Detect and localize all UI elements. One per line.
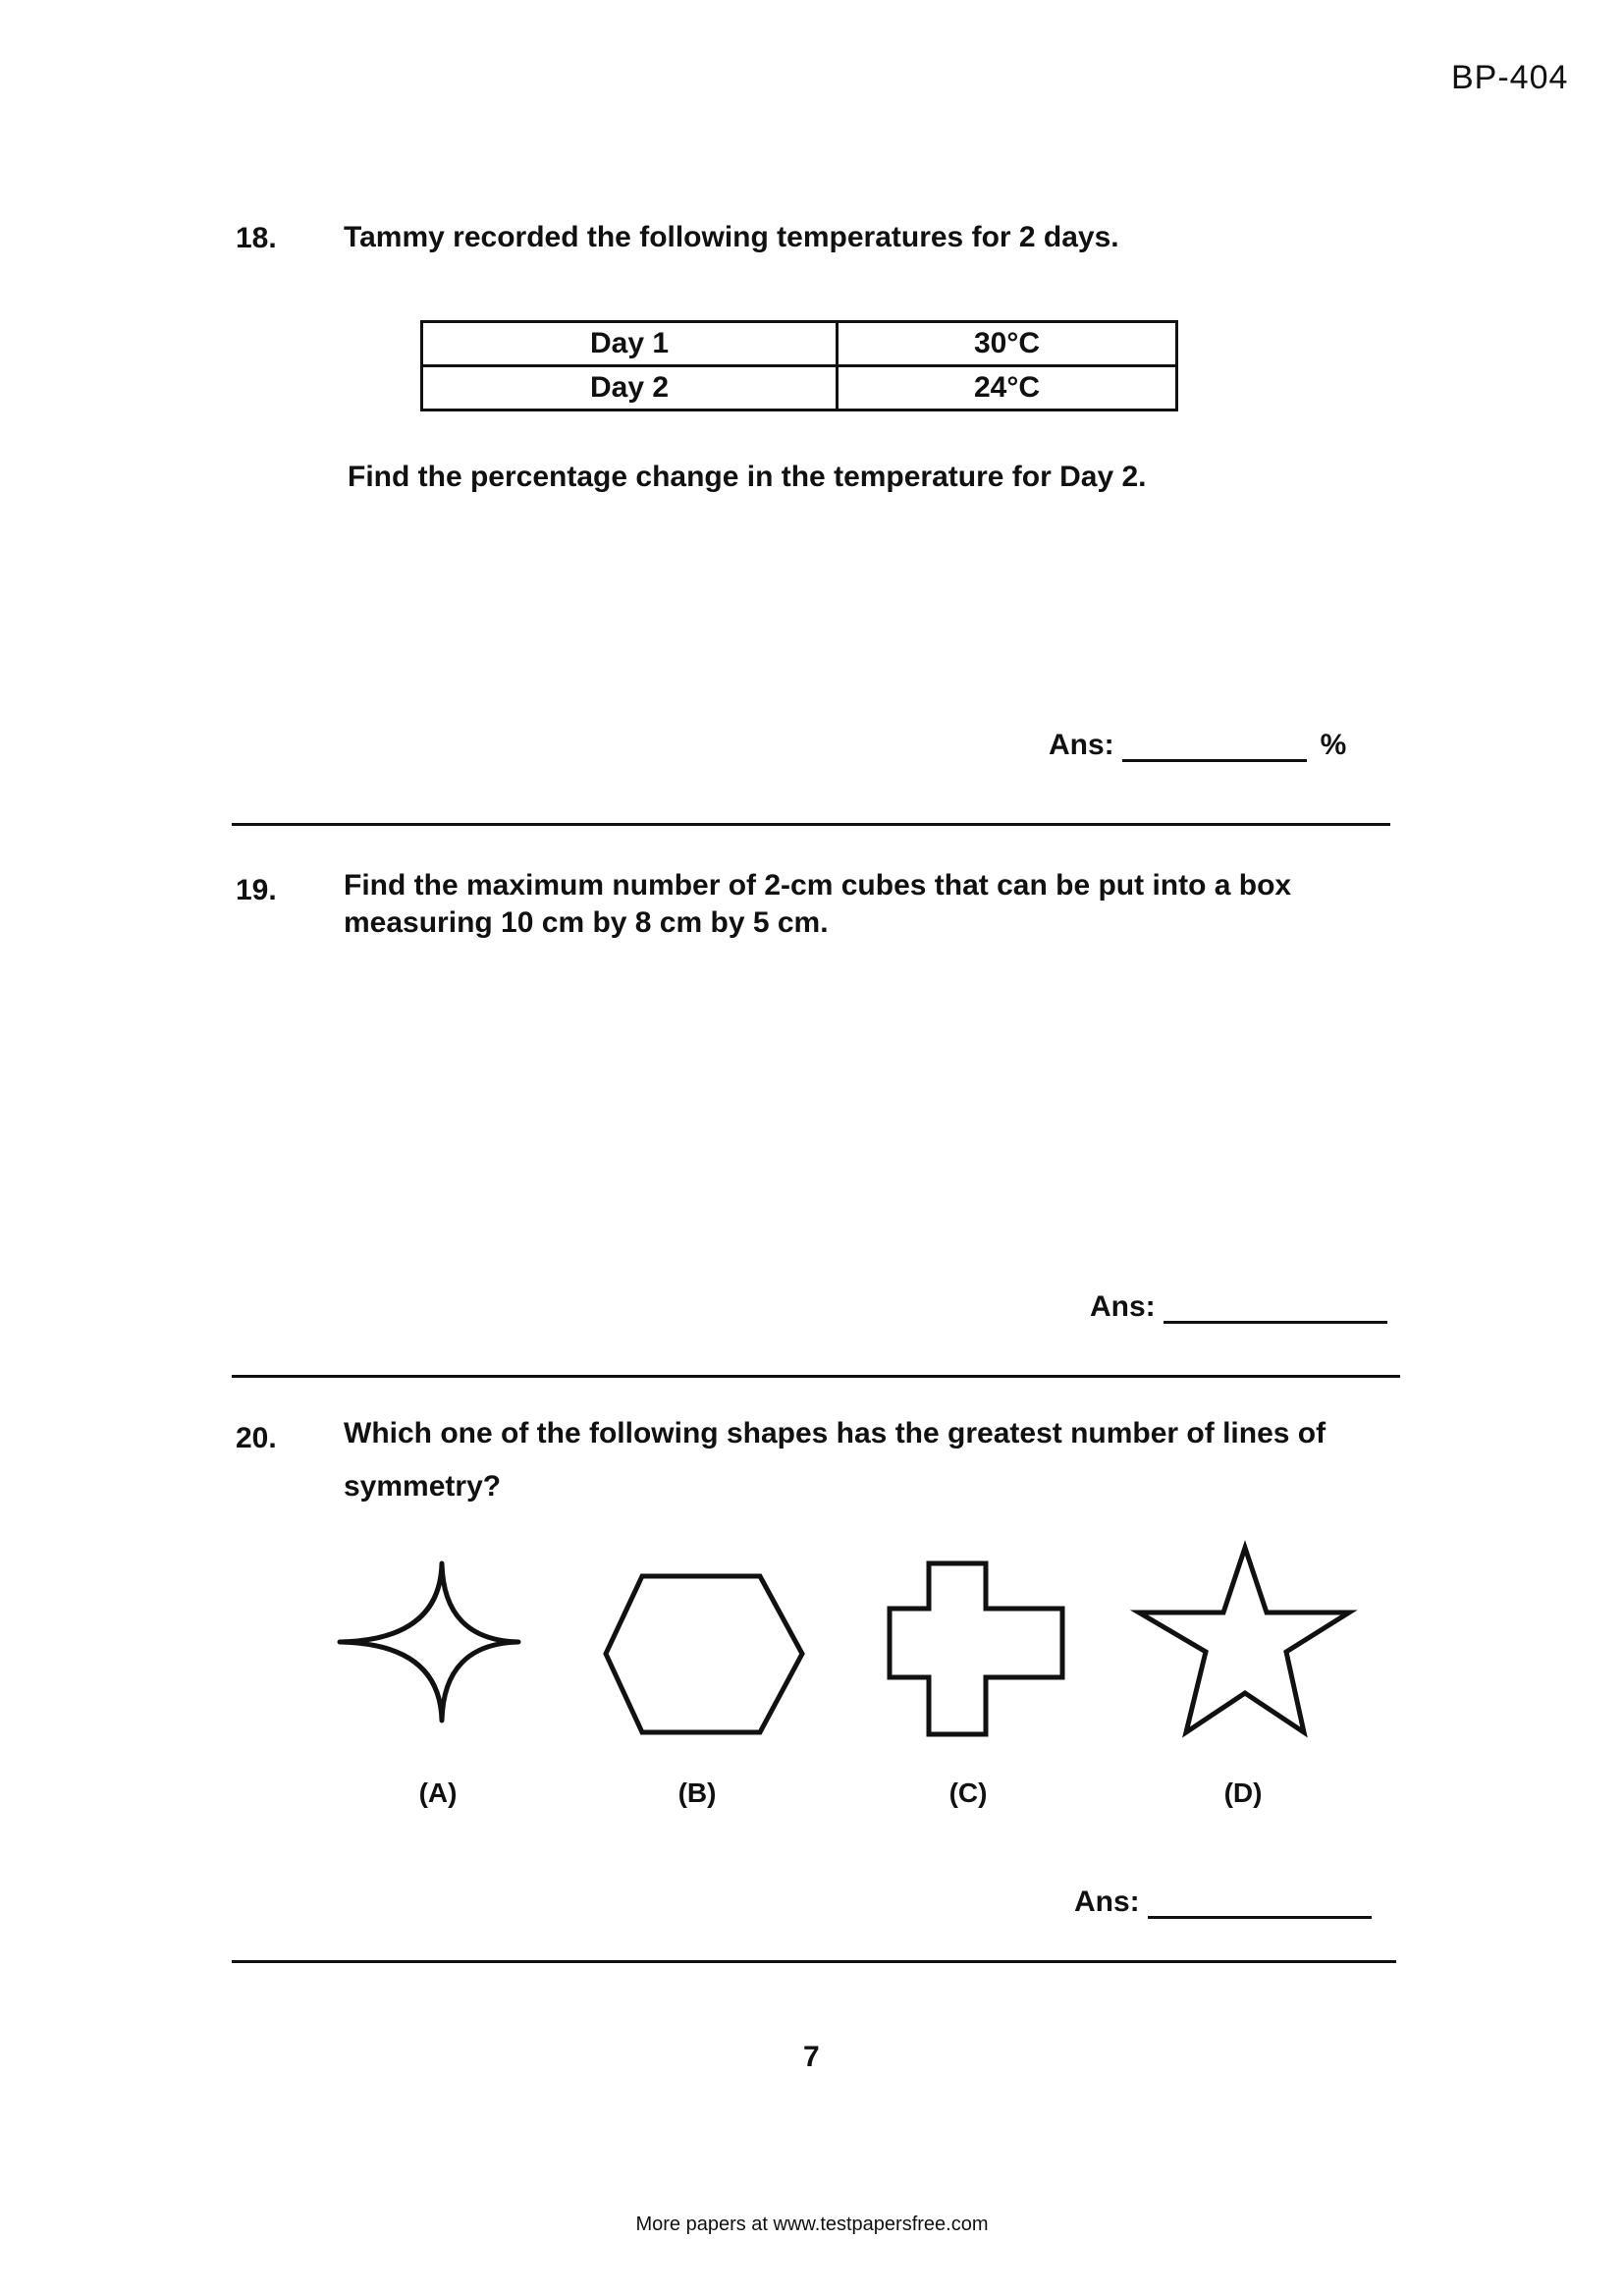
option-label-d: (D) (1223, 1777, 1263, 1808)
question-18-prompt: Find the percentage change in the temperature for Day 2. (348, 461, 1147, 493)
temperature-table (420, 320, 1178, 411)
symmetry-shapes (324, 1532, 1384, 1768)
answer-blank[interactable] (1148, 1886, 1372, 1919)
question-20-text-line1: Which one of the following shapes has the greatest number of lines of (344, 1417, 1326, 1449)
answer-label: Ans: (1090, 1290, 1156, 1323)
table-row (422, 366, 1177, 410)
question-19-number: 19. (236, 874, 277, 906)
option-label-b: (B) (677, 1777, 717, 1808)
question-18-answer (1049, 729, 1346, 762)
table-cell-temp: 24°C (838, 366, 1177, 410)
table-cell-day: Day 1 (422, 322, 838, 366)
page-number: 7 (803, 2041, 820, 2073)
answer-unit: % (1320, 729, 1347, 761)
question-18-number: 18. (236, 222, 277, 254)
cross-icon (890, 1563, 1062, 1734)
answer-blank[interactable] (1164, 1291, 1387, 1324)
answer-label: Ans: (1074, 1886, 1140, 1918)
divider (232, 823, 1390, 826)
four-point-concave-star-icon (340, 1563, 518, 1721)
question-20-answer (1074, 1886, 1372, 1919)
answer-blank[interactable] (1122, 730, 1307, 762)
table-cell-temp: 30°C (838, 322, 1177, 366)
divider (232, 1375, 1400, 1378)
answer-label: Ans: (1049, 729, 1114, 761)
table-cell-day: Day 2 (422, 366, 838, 410)
five-point-star-icon (1139, 1548, 1349, 1732)
question-19-answer (1090, 1290, 1387, 1324)
question-20-number: 20. (236, 1422, 277, 1454)
divider (232, 1960, 1396, 1963)
option-label-a: (A) (418, 1777, 458, 1808)
footer-text: More papers at www.testpapersfree.com (635, 2214, 989, 2235)
question-19-text-line2: measuring 10 cm by 8 cm by 5 cm. (344, 906, 829, 939)
option-label-c: (C) (948, 1777, 988, 1808)
paper-code: BP-404 (1451, 59, 1569, 96)
question-19-text-line1: Find the maximum number of 2-cm cubes that can be put into a box (344, 869, 1292, 902)
question-20-text-line2: symmetry? (344, 1470, 502, 1503)
question-18-text: Tammy recorded the following temperatures for 2 days. (344, 221, 1119, 253)
hexagon-icon (606, 1576, 802, 1732)
table-row (422, 322, 1177, 366)
